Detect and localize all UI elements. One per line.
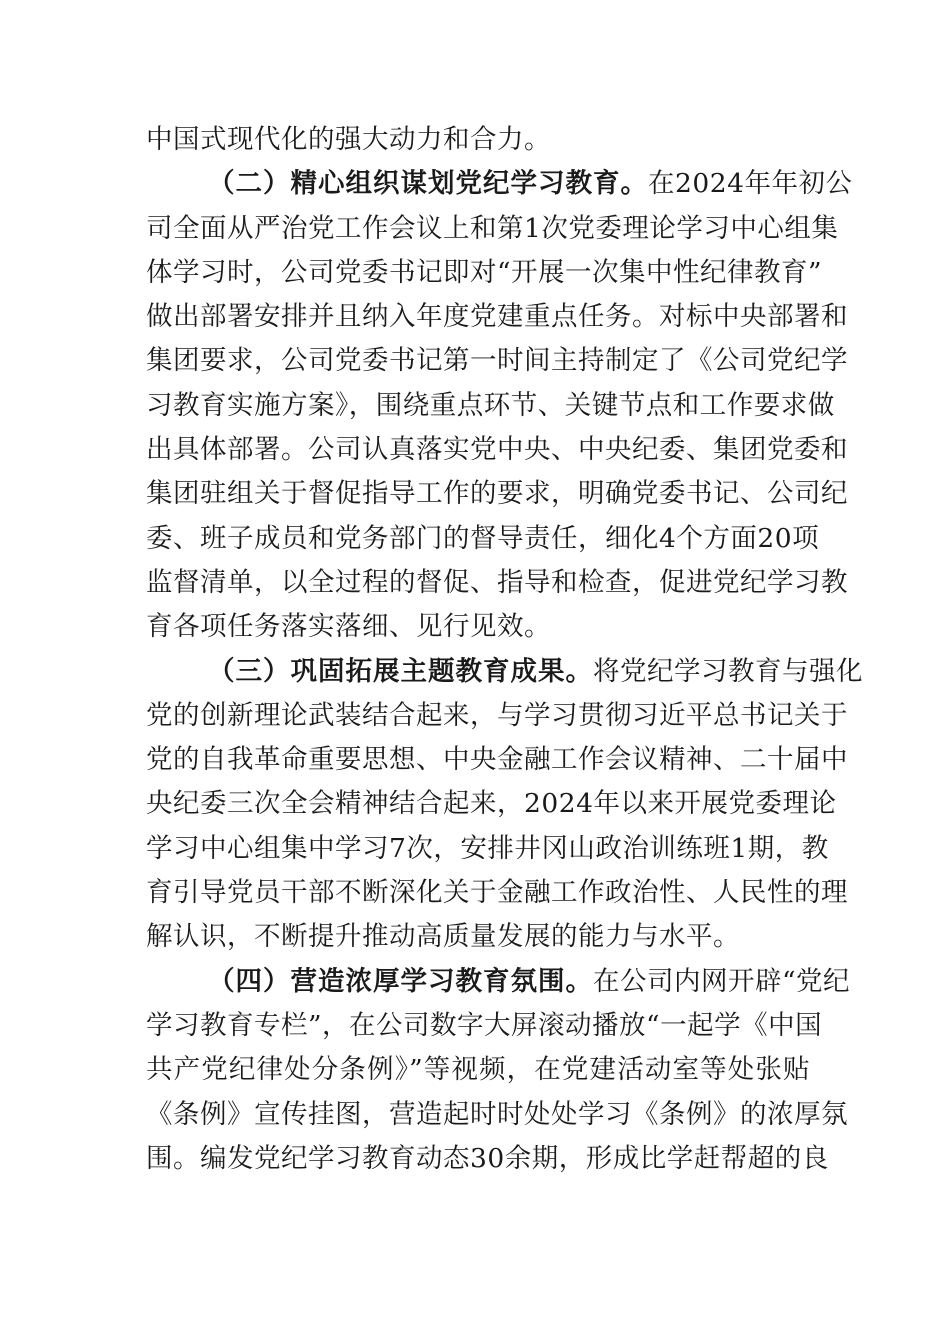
section-heading-line — [146, 650, 863, 694]
paragraph-line: 学习教育专栏”，在公司数字大屏滚动播放“一起学《中国 — [146, 1009, 823, 1041]
paragraph-line: 集团驻组关于督促指导工作的要求，明确党委书记、公司纪 — [146, 478, 848, 510]
paragraph-text: 在2024年年初公 — [648, 168, 853, 200]
paragraph-line: 做出部署安排并且纳入年度党建重点任务。对标中央部署和 — [146, 301, 848, 333]
paragraph-line: 共产党纪律处分条例》”等视频，在党建活动室等处张贴 — [146, 1054, 810, 1086]
section-heading-line — [146, 162, 853, 206]
paragraph-line: 体学习时，公司党委书记即对“开展一次集中性纪律教育” — [146, 256, 823, 288]
paragraph-line: 育各项任务落实落细、见行见效。 — [146, 611, 551, 643]
paragraph-line: 央纪委三次全会精神结合起来，2024年以来开展党委理论 — [146, 788, 837, 820]
paragraph-line: 中国式现代化的强大动力和合力。 — [146, 124, 551, 155]
paragraph-line: 出具体部署。公司认真落实党中央、中央纪委、集团党委和 — [146, 434, 848, 466]
paragraph-line: 党的创新理论武装结合起来，与学习贯彻习近平总书记关于 — [146, 699, 848, 731]
paragraph-line: 党的自我革命重要思想、中央金融工作会议精神、二十届中 — [146, 744, 848, 776]
paragraph-line: 司全面从严治党工作会议上和第1次党委理论学习中心组集 — [146, 212, 839, 244]
paragraph-line: 集团要求，公司党委书记第一时间主持制定了《公司党纪学 — [146, 345, 848, 377]
paragraph-line: 育引导党员干部不断深化关于金融工作政治性、人民性的理 — [146, 877, 848, 909]
paragraph-line: 学习中心组集中学习7次，安排井冈山政治训练班1期，教 — [146, 832, 829, 864]
paragraph-line: 《条例》宣传挂图，营造起时时处处学习《条例》的浓厚氛 — [146, 1098, 848, 1130]
paragraph-line: 委、班子成员和党务部门的督导责任，细化4个方面20项 — [146, 522, 820, 554]
section-heading: （三）巩固拓展主题教育成果。 — [208, 655, 593, 687]
paragraph-line: 围。编发党纪学习教育动态30余期，形成比学赶帮超的良 — [146, 1142, 829, 1174]
paragraph-line: 解认识，不断提升推动高质量发展的能力与水平。 — [146, 921, 740, 953]
section-heading: （四）营造浓厚学习教育氛围。 — [208, 965, 593, 997]
paragraph-text: 在公司内网开辟“党纪 — [593, 965, 851, 997]
section-heading-line — [146, 960, 851, 1004]
paragraph-line: 习教育实施方案》，围绕重点环节、关键节点和工作要求做 — [146, 389, 835, 421]
paragraph-line: 监督清单，以全过程的督促、指导和检查，促进党纪学习教 — [146, 566, 848, 598]
section-heading: （二）精心组织谋划党纪学习教育。 — [208, 168, 648, 200]
document-page — [146, 118, 863, 1181]
paragraph-text: 将党纪学习教育与强化 — [593, 655, 863, 687]
